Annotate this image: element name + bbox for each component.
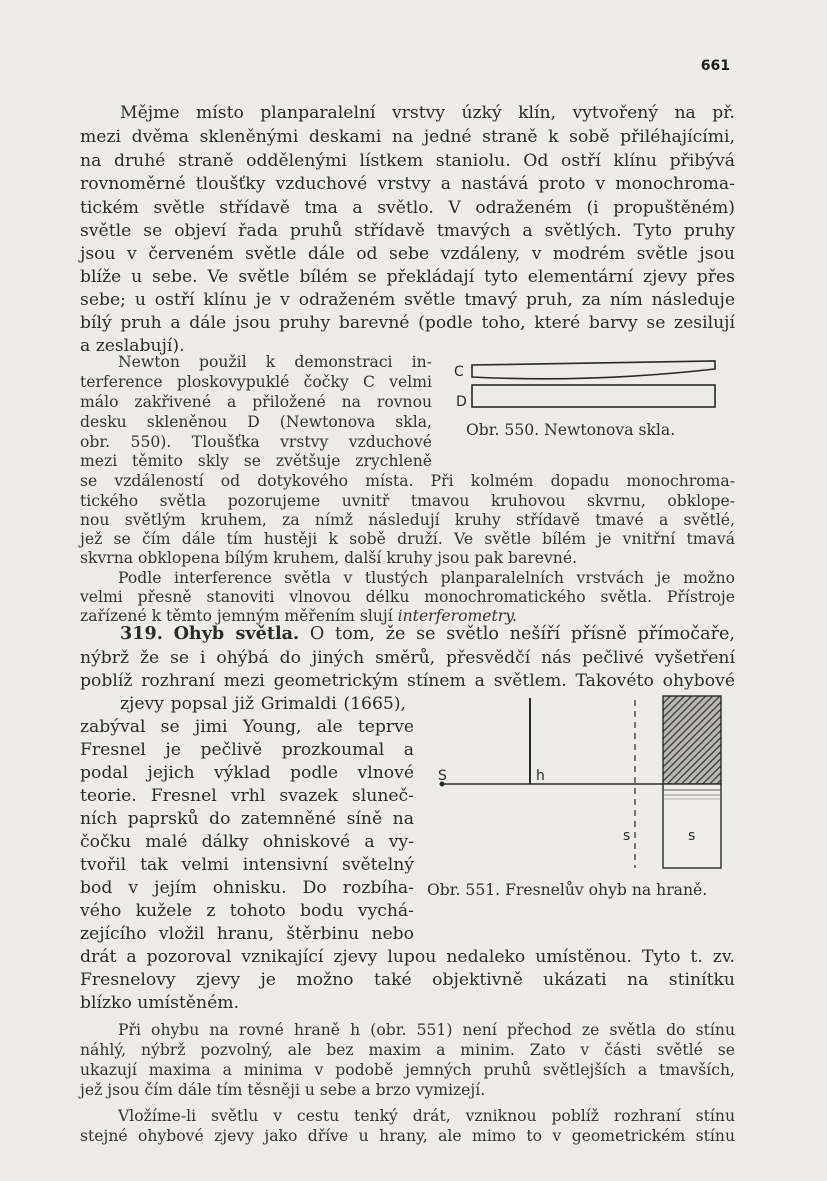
text-line: zařízené k těmto jemným měřením slují interferometry. [80, 607, 517, 625]
text-line: náhlý, nýbrž pozvolný, ale bez maxim a minim. Zato v části světlé se [80, 1041, 735, 1059]
text-line: čočku malé dálky ohniskové a vy- [80, 832, 414, 852]
figure-550-newton-glasses [450, 355, 725, 415]
screen-shadow-region [663, 696, 721, 784]
text-line: tvořil tak velmi intensivní světelný [80, 855, 414, 875]
text-line: zejícího vložil hranu, štěrbinu nebo [80, 924, 414, 944]
text-line: obr. 550). Tloušťka vrstvy vzduchové [80, 433, 432, 451]
text-line: rovnoměrné tloušťky vzduchové vrstvy a nastává proto v monochroma- [80, 174, 735, 194]
text-line: stejné ohybové zjevy jako dříve u hrany, ale mimo to v geometrickém stínu [80, 1127, 735, 1145]
page-number: 661 [700, 58, 730, 74]
section-title: Ohyb světla. [173, 623, 300, 644]
text-line: ních paprsků do zatemněné síně na [80, 809, 414, 829]
text-line: Podle interference světla v tlustých planparalelních vrstvách je možno [118, 569, 735, 587]
text-line: sebe; u ostří klínu je v odraženém světle tmavý pruh, za ním následuje [80, 290, 735, 310]
text-line: málo zakřivené a přiložené na rovnou [80, 393, 432, 411]
text-line: podal jejich výklad podle vlnové [80, 763, 414, 783]
section-text: O tom, že se světlo nešíří přísně přímočaře, [309, 624, 735, 644]
text-line: teorie. Fresnel vrhl svazek sluneč- [80, 786, 414, 806]
text-line: zjevy popsal již Grimaldi (1665), [120, 694, 406, 714]
text-line: Při ohybu na rovné hraně h (obr. 551) není přechod ze světla do stínu [118, 1021, 735, 1039]
label-source: S [438, 768, 447, 784]
text-line: Mějme místo planparalelní vrstvy úzký klín, vytvořený na př. [120, 103, 735, 123]
text-line: Vložíme-li světlu v cestu tenký drát, vzniknou poblíž rozhraní stínu [118, 1107, 735, 1125]
text-line: se vzdáleností od dotykového místa. Při kolmém dopadu monochroma- [80, 472, 735, 490]
figure-550-caption: Obr. 550. Newtonova skla. [466, 421, 676, 439]
text-line: blíže u sebe. Ve světle bílém se překládají tyto elementární zjevy přes [80, 267, 735, 287]
glass-plate-d [472, 385, 715, 407]
text-line: Fresnel je pečlivě prozkoumal a [80, 740, 414, 760]
screen-light-region [663, 784, 721, 868]
text-line: nou světlým kruhem, za nímž následují kruhy střídavě tmavé a světlé, [80, 511, 735, 529]
label-screen: s [688, 828, 696, 844]
text-line: jež se čím dále tím hustěji k sobě druží. Ve světle bílém je vnitřní tmavá [80, 530, 735, 548]
text-line: blízko umístěném. [80, 993, 240, 1013]
convex-lens-c [472, 361, 715, 379]
text-line: mezi dvěma skleněnými deskami na jedné straně k sobě přiléhajícími, [80, 127, 735, 147]
text-line: ukazují maxima a minima v podobě jemných pruhů světlejších a tmavších, [80, 1061, 735, 1079]
text-line: bílý pruh a dále jsou pruhy barevné (podle toho, které barvy se zesilují [80, 313, 735, 333]
text-line: tickém světle střídavě tma a světlo. V odraženém (i propuštěném) [80, 198, 735, 218]
section-number: 319. [120, 623, 163, 644]
label-shadow: s [623, 828, 631, 844]
text-line: mezi těmito skly se zvětšuje zrychleně [80, 452, 432, 470]
text-line: drát a pozoroval vznikající zjevy lupou nedaleko umístěnou. Tyto t. zv. [80, 947, 735, 967]
text-line: tického světla pozorujeme uvnitř tmavou kruhovou skvrnu, obklope- [80, 492, 735, 510]
text-line: Fresnelovy zjevy je možno také objektivně ukázati na stinítku [80, 970, 735, 990]
text-line: zabýval se jimi Young, ale teprve [80, 717, 414, 737]
text-line: poblíž rozhraní mezi geometrickým stínem a světlem. Takovéto ohybové [80, 671, 735, 691]
text-line: desku skleněnou D (Newtonova skla, [80, 413, 432, 431]
label-c: C [454, 364, 464, 380]
figure-551-caption: Obr. 551. Fresnelův ohyb na hraně. [427, 881, 708, 899]
text-line: jsou v červeném světle dále od sebe vzdáleny, v modrém světle jsou [80, 244, 735, 264]
text-line: Newton použil k demonstraci in- [118, 353, 432, 371]
text-line: velmi přesně stanoviti vlnovou délku monochromatického světla. Přístroje [80, 588, 735, 606]
label-edge: h [536, 768, 545, 784]
section-first-line [120, 622, 735, 646]
text-line: terference ploskovypuklé čočky C velmi [80, 373, 432, 391]
label-d: D [456, 394, 467, 410]
text-line: a zeslabují). [80, 336, 185, 356]
text-line: světle se objeví řada pruhů střídavě tmavých a světlých. Tyto pruhy [80, 221, 735, 241]
text-line: jež jsou čím dále tím těsněji u sebe a brzo vymizejí. [80, 1081, 486, 1099]
text-line: nýbrž že se i ohýbá do jiných směrů, přesvědčí nás pečlivé vyšetření [80, 648, 735, 668]
figure-551-fresnel-edge [430, 688, 730, 883]
text-line: na druhé straně oddělenými lístkem staniolu. Od ostří klínu přibývá [80, 151, 735, 171]
text-line: skvrna obklopena bílým kruhem, další kruhy jsou pak barevné. [80, 549, 578, 567]
text-line: bod v jejím ohnisku. Do rozbíha- [80, 878, 414, 898]
text-line: vého kužele z tohoto bodu vychá- [80, 901, 414, 921]
